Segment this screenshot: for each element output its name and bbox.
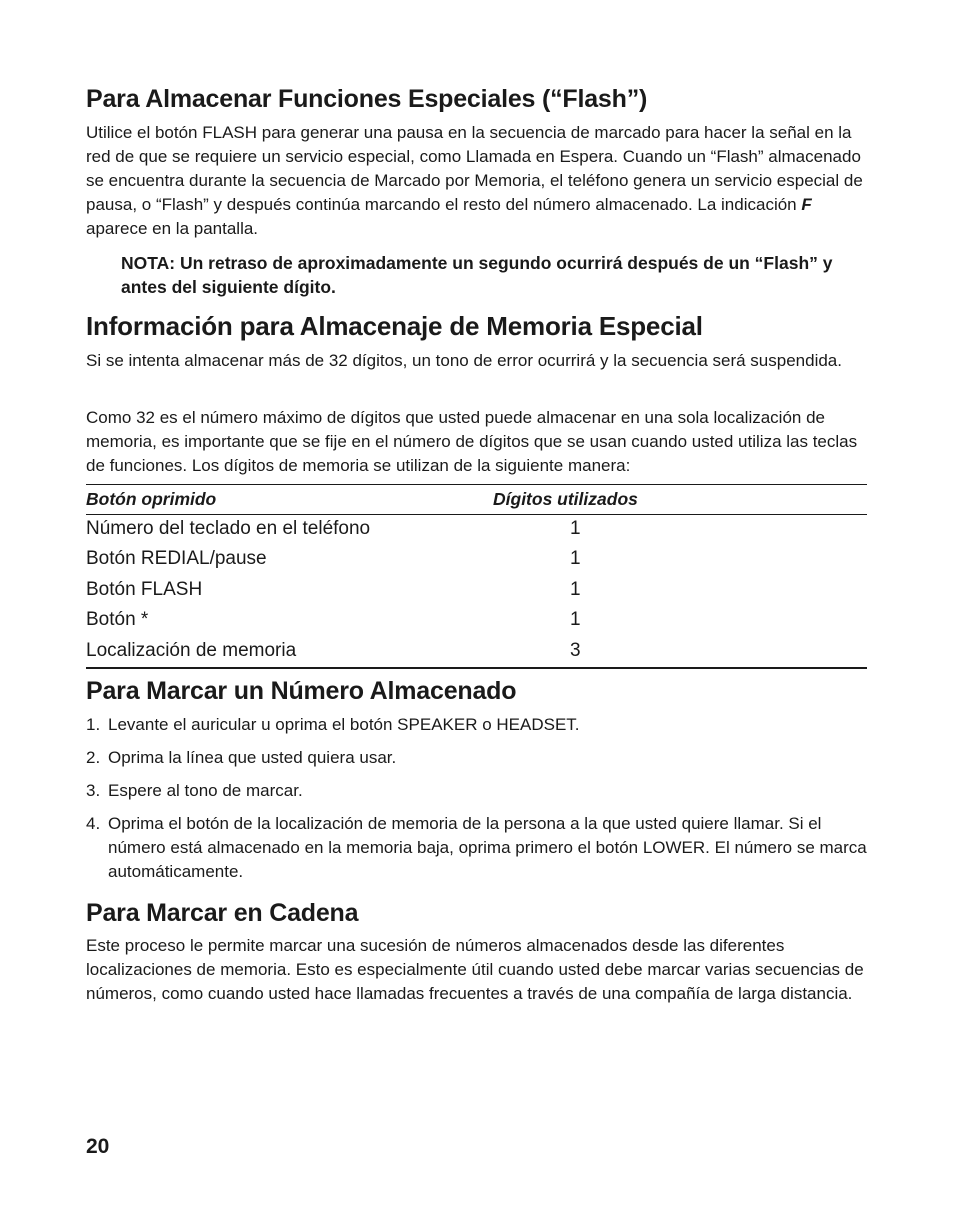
table-row — [86, 606, 867, 636]
flash-paragraph — [86, 121, 867, 241]
flash-paragraph-end: aparece en la pantalla. — [86, 219, 259, 238]
list-item — [86, 713, 867, 737]
table-cell-button: Botón REDIAL/pause — [86, 548, 267, 570]
table-cell-digits: 1 — [570, 578, 581, 600]
step-text: Espere al tono de marcar. — [108, 781, 303, 800]
table-cell-button: Localización de memoria — [86, 639, 297, 661]
table-cell-digits: 3 — [570, 639, 581, 661]
table-cell-digits: 1 — [570, 609, 581, 631]
table-cell-button: Botón FLASH — [86, 578, 203, 600]
table-row — [86, 576, 867, 606]
memory-info-paragraph-1: Si se intenta almacenar más de 32 dígitos, un tono de error ocurrirá y la secuencia será suspendida. — [86, 351, 842, 370]
flash-indicator-letter: F — [801, 195, 812, 214]
table-cell-digits: 1 — [570, 548, 581, 570]
step-text: Oprima el botón de la localización de memoria de la persona a la que usted quiere llamar. Si el número está almacenado en la memoria baja, oprima primero el botón LOWER. El número se marca automáticamente. — [108, 814, 867, 881]
list-item — [86, 746, 867, 770]
section-title-dial-stored: Para Marcar un Número Almacenado — [86, 677, 517, 705]
table-row — [86, 515, 867, 545]
dial-steps-list — [86, 713, 867, 893]
flash-note: NOTA: Un retraso de aproximadamente un segundo ocurrirá después de un “Flash” y antes del siguiente dígito. — [121, 253, 833, 297]
step-number: 4. — [86, 814, 101, 833]
step-number: 2. — [86, 748, 101, 767]
page-number: 20 — [86, 1135, 110, 1158]
flash-paragraph-start: Utilice el botón FLASH para generar una pausa en la secuencia de marcado para hacer la señal en la red de que se requiere un servicio especial, como Llamada en Espera. Cuando un “Flash” almacenado se encuentra durante la secuencia de Marcado por Memoria, el teléfono genera un servicio especial de pausa, o “Flash” y después continúa marcando el resto del número almacenado. La indicación — [86, 123, 863, 214]
list-item — [86, 779, 867, 803]
table-header-row — [86, 485, 867, 515]
digits-table — [86, 484, 867, 669]
table-cell-button: Botón * — [86, 609, 149, 631]
step-text: Oprima la línea que usted quiera usar. — [108, 748, 397, 767]
section-title-chain-dial: Para Marcar en Cadena — [86, 899, 359, 927]
memory-info-paragraph-2: Como 32 es el número máximo de dígitos que usted puede almacenar en una sola localización de memoria, es importante que se fije en el número de dígitos que se usan cuando usted utiliza las teclas de funciones. Los dígitos de memoria se utilizan de la siguiente manera: — [86, 408, 858, 475]
chain-dial-paragraph: Este proceso le permite marcar una sucesión de números almacenados desde las diferentes localizaciones de memoria. Esto es especialmente útil cuando usted debe marcar varias secuencias de números, como cuando usted hace llamadas frecuentes a través de una compañía de larga distancia. — [86, 936, 864, 1003]
table-row — [86, 545, 867, 575]
step-text: Levante el auricular u oprima el botón SPEAKER o HEADSET. — [108, 715, 580, 734]
section-title-memory-info: Información para Almacenaje de Memoria Especial — [86, 311, 703, 341]
step-number: 1. — [86, 715, 101, 734]
section-title-flash: Para Almacenar Funciones Especiales (“Flash”) — [86, 85, 648, 113]
table-cell-digits: 1 — [570, 518, 581, 539]
table-row — [86, 637, 867, 667]
table-header-digits: Dígitos utilizados — [493, 489, 638, 509]
table-header-button: Botón oprimido — [86, 489, 217, 509]
step-number: 3. — [86, 781, 101, 800]
list-item — [86, 812, 867, 884]
table-cell-button: Número del teclado en el teléfono — [86, 518, 371, 539]
